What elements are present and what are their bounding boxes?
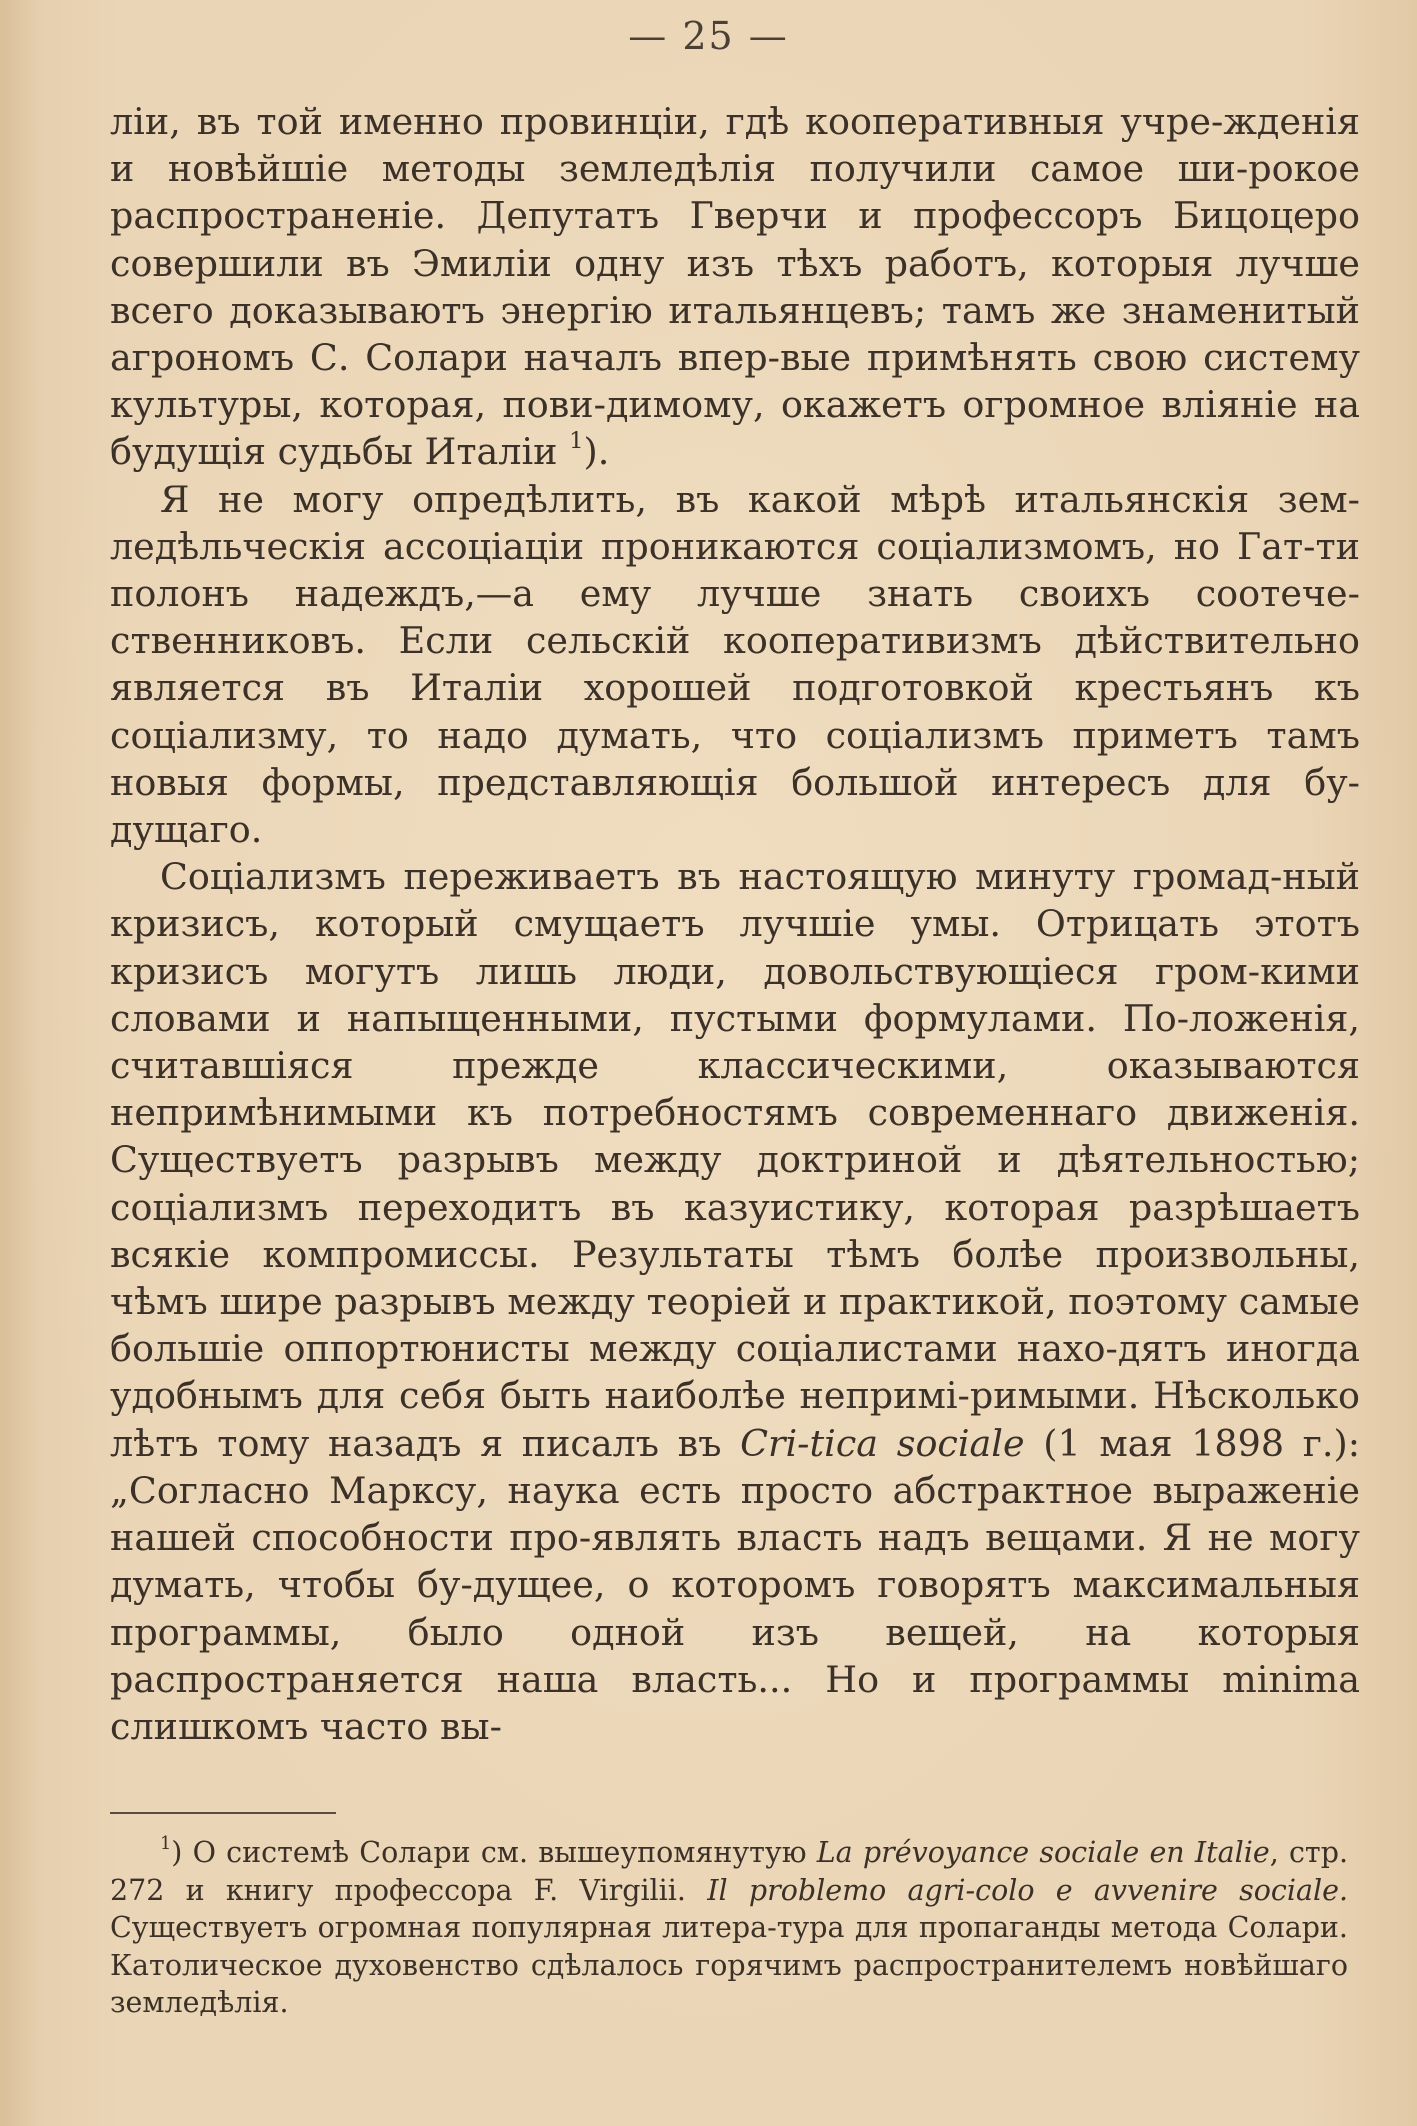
paragraph-1-text: ліи, въ той именно провинціи, гдѣ кооперативныя учре-жденія и новѣйшіе методы земледѣлія получили самое ши-рокое распространеніе. Депутатъ Гверчи и профессоръ Бицоцеро совершили въ Эмиліи одну изъ тѣхъ работъ, которыя лучше всего доказываютъ энергію итальянцевъ; тамъ же знаменитый агрономъ С. Солари началъ впер-вые примѣнять свою систему культуры, которая, пови-димому, окажетъ огромное вліяніе на будущія судьбы Италіи: [110, 100, 1360, 474]
footnotes: [110, 1834, 1348, 2022]
footnote-text-2: , стр. 272 и книгу профессора F. Virgilii.: [110, 1836, 1349, 1907]
body-text: [110, 98, 1360, 1750]
footnote-reference[interactable]: 1: [569, 427, 584, 454]
paragraph-3-text-before: Соціализмъ переживаетъ въ настоящую минуту громад-ный кризисъ, который смущаетъ лучшіе умы. Отрицать этотъ кризисъ могутъ лишь люди, довольствующіеся гром-кими словами и напыщенными, пустыми формулами. По-ложенія, считавшіяся прежде классическими, оказываются непримѣнимыми къ потребностямъ современнаго движенія. Существуетъ разрывъ между доктриной и дѣятельностью; соціализмъ переходитъ въ казуистику, которая разрѣшаетъ всякіе компромиссы. Результаты тѣмъ болѣе произвольны, чѣмъ шире разрывъ между теоріей и практикой, поэтому самые большіе оппортюнисты между соціалистами нахо-дятъ иногда удобнымъ для себя быть наиболѣе непримі-римыми. Нѣсколько лѣтъ тому назадъ я писалъ въ: [110, 855, 1360, 1465]
paragraph-3-text-after: (1 мая 1898 г.): „Согласно Марксу, наука есть просто абстрактное выраженіе нашей способности про-являть власть надъ вещами. Я не могу думать, чтобы бу-дущее, о которомъ говорятъ максимальныя программы, было одной изъ вещей, на которыя распространяется наша власть... Но и программы minima слишкомъ часто вы-: [110, 1421, 1361, 1748]
paragraph-1-end: ).: [583, 430, 610, 474]
footnote-book-title-1: La prévoyance sociale en Italie: [816, 1836, 1270, 1869]
footnote-text-1: ) О системѣ Солари см. вышеупомянутую: [171, 1836, 807, 1869]
paragraph-3: [110, 853, 1360, 1750]
footnote-book-title-2: Il problemo agri-colo e avvenire sociale.: [707, 1873, 1349, 1907]
footnote-marker: 1: [160, 1833, 172, 1854]
paragraph-1: [110, 98, 1360, 476]
footnote-1: [110, 1834, 1348, 2022]
journal-title-critica-sociale: Cri-tica sociale: [740, 1421, 1025, 1465]
footnote-divider: [110, 1812, 336, 1814]
paragraph-2: Я не могу опредѣлить, въ какой мѣрѣ итальянскія зем-ледѣльческія ассоціаціи проникаются соціализмомъ, но Гат-ти полонъ надеждъ,—а ему лучше знать своихъ соотече-ственниковъ. Если сельскій кооперативизмъ дѣйствительно является въ Италіи хорошей подготовкой крестьянъ къ соціализму, то надо думать, что соціализмъ приметъ тамъ новыя формы, представляющія большой интересъ для бу-дущаго.: [110, 477, 1360, 852]
page-number: — 25 —: [628, 14, 789, 58]
footnote-text-3: Существуетъ огромная популярная литера-тура для пропаганды метода Солари. Католическое духовенство сдѣлалось горячимъ распространителемъ новѣйшаго земледѣлія.: [110, 1911, 1348, 2020]
